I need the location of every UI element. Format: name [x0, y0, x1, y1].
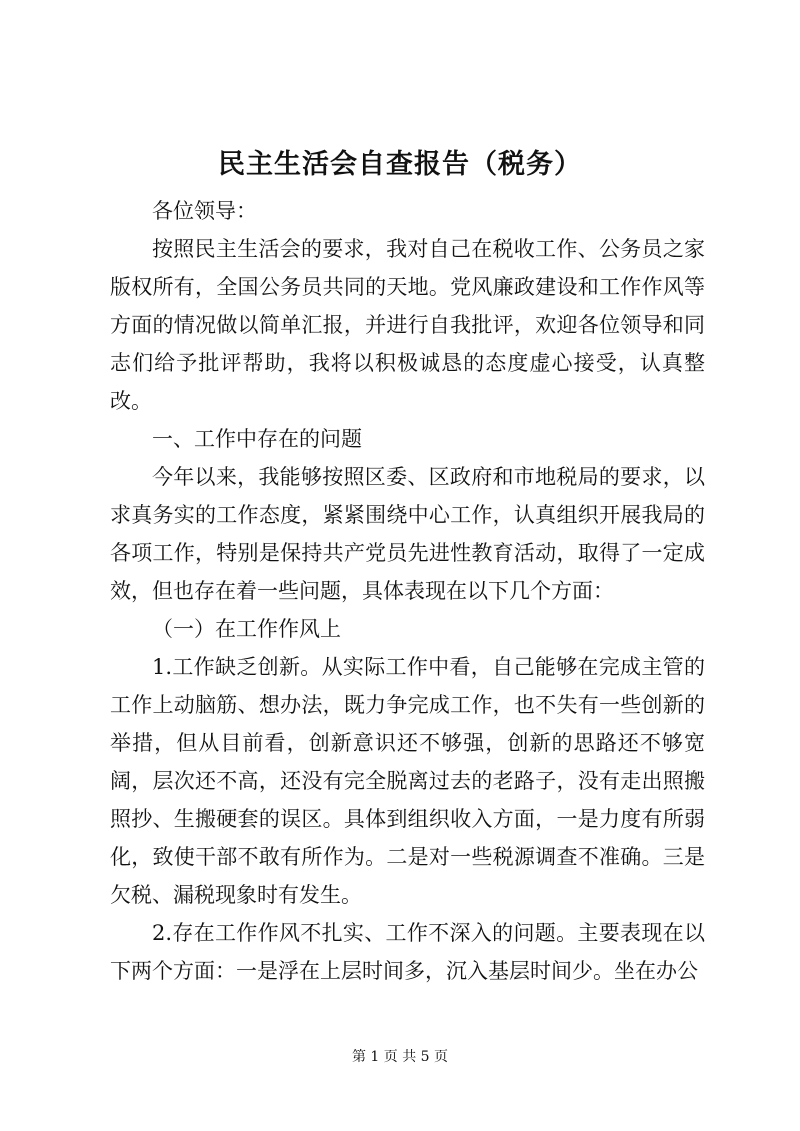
page-footer: 第 1 页 共 5 页 [351, 1049, 449, 1065]
paragraph-overview: 今年以来，我能够按照区委、区政府和市地税局的要求，以求真务实的工作态度，紧紧围绕中心工作，认真组织开展我局的各项工作，特别是保持共产党员先进性教育活动，取得了一定成效，但也存在着一些问题，具体表现在以下几个方面： [110, 465, 705, 603]
subsection-heading: （一）在工作作风上 [152, 617, 341, 641]
paragraph-item-1: 1.工作缺乏创新。从实际工作中看，自己能够在完成主管的工作上动脑筋、想办法，既力争完成工作，也不失有一些创新的举措，但从目前看，创新意识还不够强，创新的思路还不够宽阔，层次还不高，还没有完全脱离过去的老路子，没有走出照搬照抄、生搬硬套的误区。具体到组织收入方面，一是力度有所弱化，致使干部不敢有所作为。二是对一些税源调查不准确。三是欠税、漏税现象时有发生。 [110, 655, 705, 907]
salutation: 各位领导： [152, 199, 257, 223]
document-body [110, 192, 705, 990]
paragraph-item-2: 2.存在工作作风不扎实、工作不深入的问题。主要表现在以下两个方面：一是浮在上层时间多，沉入基层时间少。坐在办公 [110, 921, 705, 983]
section-heading: 一、工作中存在的问题 [152, 427, 362, 451]
document-title: 民主生活会自查报告（税务） [218, 149, 582, 180]
paragraph-intro: 按照民主生活会的要求，我对自己在税收工作、公务员之家版权所有，全国公务员共同的天地。党风廉政建设和工作作风等方面的情况做以简单汇报，并进行自我批评，欢迎各位领导和同志们给予批评帮助，我将以积极诚恳的态度虚心接受，认真整改。 [110, 237, 705, 413]
